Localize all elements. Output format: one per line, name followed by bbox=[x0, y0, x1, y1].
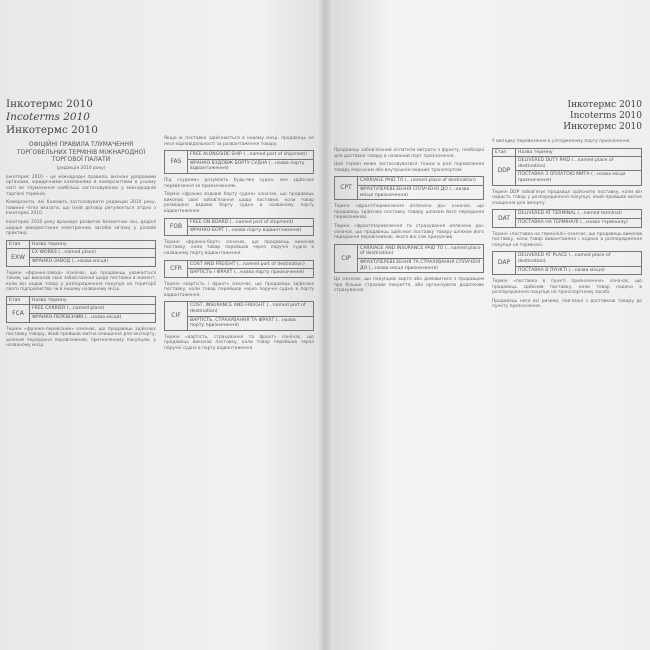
title-english: Incoterms 2010 bbox=[570, 111, 642, 121]
term-ukrainian: ФРАНКО-ЗАВОД (...назва місця) bbox=[30, 257, 156, 266]
term-table-ddp bbox=[492, 148, 642, 186]
term-table-cip bbox=[334, 244, 484, 273]
term-table-dat bbox=[492, 209, 642, 227]
term-code: CPT bbox=[335, 177, 358, 200]
left-page-title bbox=[6, 98, 156, 137]
term-code: DAT bbox=[493, 210, 516, 227]
term-code: CIF bbox=[165, 302, 188, 330]
paragraph: Під «судном» розуміють будь-яке судно, яке здійснює перевезення за призначенням. bbox=[164, 177, 314, 189]
paragraph: Комерсанти, які бажають застосовувати редакцію 2010 року, повинні чітко вказати, що їхній договір регулюється згідно з Інкотермс 2010. bbox=[6, 200, 156, 217]
term-ukrainian: ФРАХТ/ПЕРЕВЕЗЕННЯ ТА СТРАХУВАННЯ СПЛАЧЕНІ ДО (...назва місця призначення) bbox=[358, 258, 484, 272]
document-heading: ОФІЦІЙНІ ПРАВИЛА ТЛУМАЧЕННЯ ТОРГОВЕЛЬНИХ ТЕРМІНІВ МІЖНАРОДНОЇ ТОРГОВОЇ ПАЛАТИ bbox=[16, 141, 146, 164]
term-english: DELIVERED AT PLACE (...named place of destination) bbox=[516, 252, 642, 266]
right-page bbox=[326, 8, 646, 642]
paragraph: Термін «франко вздовж борту судна» означає, що продавець виконав своє зобов'язання щодо поставки, коли товар розміщено вздовж борту судна в названому порту відвантаження. bbox=[164, 192, 314, 214]
term-english: EX WORKS (...named place) bbox=[30, 249, 156, 258]
term-ukrainian: ВАРТІСТЬ І ФРАХТ (...назва порту призначення) bbox=[188, 269, 314, 278]
paragraph: Термін «фрахт/перевезення та страхування оплачено до» означає, що продавець здійснює поставку товару шляхом його передання перевізникові, якого він сам призначив. bbox=[334, 223, 484, 241]
term-ukrainian: ПОСТАВКА З ОПЛАТОЮ МИТА (...назва місця призначення) bbox=[516, 171, 642, 185]
title-russian: Инкотермс 2010 bbox=[563, 122, 642, 132]
term-english: FREE CARRIER (...named place) bbox=[30, 305, 156, 314]
term-table-fas bbox=[164, 150, 314, 174]
term-ukrainian: ПОСТАВКА НА ТЕРМІНАЛІ (...назва терміналу) bbox=[516, 218, 642, 227]
paragraph: Термін «поставка в пункті призначення» означає, що продавець здійснив поставку, коли товар надано в розпорядження покупця на транспортному засобі. bbox=[492, 279, 642, 296]
term-english: FREE ALONGSIDE SHIP (...named port of shipment) bbox=[188, 151, 314, 160]
term-table-cif bbox=[164, 301, 314, 330]
paragraph: Термін «вартість, страхування та фрахт» означає, що продавець виконав поставку, коли товар перейшов через поручні судна в порту відвантаження. bbox=[164, 334, 314, 352]
paragraph: Термін «фрахт/перевезення оплачено до» означає, що продавець здійснює поставку товару шляхом його передання перевізникові. bbox=[334, 204, 484, 221]
paragraph: Термін «поставка на терміналі» означає, що продавець виконав поставку, коли товар вивантажено і надано в розпорядження покупця на терміналі. bbox=[492, 231, 642, 248]
paragraph: Термін «франко-завод» означає, що продавець уважається таким, що виконав своє зобов'язання щодо поставки в момент, коли він надав товар у розпорядження покупця на території свого підприємства чи в іншому названому місці. bbox=[6, 270, 156, 293]
term-code: DAP bbox=[493, 252, 516, 275]
table-header-name: Назва терміну bbox=[516, 148, 642, 157]
term-code: DDP bbox=[493, 157, 516, 185]
right-column-1 bbox=[334, 8, 484, 642]
paragraph: Продавець зобов'язаний оплатити витрати з фрахту, необхідні для доставки товару в названий порт призначення. bbox=[334, 148, 484, 159]
left-column-2 bbox=[164, 8, 314, 642]
term-english: DELIVERED DUTY PAID (...named place of destination) bbox=[516, 157, 642, 171]
term-ukrainian: ФРАНКО-БОРТ (...назва порту відвантаження) bbox=[188, 227, 314, 236]
title-russian: Инкотермс 2010 bbox=[6, 124, 98, 136]
paragraph: У випадку перевезення в узгодженому порту призначення. bbox=[492, 139, 631, 144]
term-ukrainian: ПОСТАВКА В ПУНКТІ (...назва місця) bbox=[516, 266, 642, 275]
term-table-dap bbox=[492, 251, 642, 275]
paragraph: Продавець несе всі ризики, пов'язані з доставкою товару до пункту призначення. bbox=[492, 298, 642, 310]
term-table-cfr bbox=[164, 260, 314, 278]
table-header-name: Назва терміну bbox=[30, 240, 156, 249]
term-code: CFR bbox=[165, 260, 188, 277]
term-english: FREE ON BOARD (...named port of shipment) bbox=[188, 218, 314, 227]
table-header-code: Етап bbox=[7, 296, 30, 305]
title-english: Incoterms 2010 bbox=[6, 111, 90, 123]
intro-paragraph: Інкотермс 2010 – це міжнародні правила, визнані урядовими органами, юридичними компаніями й комерсантами в усьому світі як тлумачення найбільш застосовуваних у міжнародній торгівлі термінів. bbox=[6, 174, 156, 197]
term-ukrainian: ФРАНКО ВЗДОВЖ БОРТУ СУДНА (...назва порту відвантаження) bbox=[188, 159, 314, 173]
term-english: COST AND FREIGHT (...named port of destination) bbox=[188, 260, 314, 269]
term-code: CIP bbox=[335, 244, 358, 272]
table-header-code: Етап bbox=[493, 148, 516, 157]
term-english: COST, INSURANCE AND FREIGHT (...named port of destination) bbox=[188, 302, 314, 316]
paragraph: Термін «франко-борт» означає, що продавець виконав поставку, коли товар перейшов через поручні судна в названому порту відвантаження. bbox=[164, 239, 314, 256]
term-ukrainian: ВАРТІСТЬ, СТРАХУВАННЯ ТА ФРАХТ (...назва порту призначення) bbox=[188, 316, 314, 330]
term-code: FCA bbox=[7, 305, 30, 322]
paragraph: Інкотермс 2010 року враховує розвиток безмитних зон, дедалі ширше використання електронних засобів зв'язку у діловій практиці. bbox=[6, 219, 156, 237]
paragraph: Термін «вартість і фрахт» означає, що продавець здійснює поставку, коли товар перейшов через поручні судна в порту відвантаження. bbox=[164, 281, 314, 298]
term-code: FOB bbox=[165, 218, 188, 235]
term-ukrainian: ФРАНКО-ПЕРЕВІЗНИК (...назва місця) bbox=[30, 314, 156, 323]
term-english: CARRIAGE AND INSURANCE PAID TO (...named place of destination) bbox=[358, 244, 484, 258]
term-table-exw bbox=[6, 240, 156, 267]
right-column-2 bbox=[492, 8, 642, 642]
right-page-title bbox=[492, 100, 642, 133]
term-ukrainian: ФРАХТ/ПЕРЕВЕЗЕННЯ СПЛАЧЕНО ДО (...назва місця призначення) bbox=[358, 185, 484, 199]
term-code: EXW bbox=[7, 249, 30, 266]
term-table-fca bbox=[6, 296, 156, 323]
table-header-name: Назва терміну bbox=[30, 296, 156, 305]
paragraph: Цей термін може застосовуватися тільки в разі перевезення товару морським або внутрішнім водним транспортом. bbox=[334, 162, 484, 173]
paragraph: Термін DDP зобов'язує продавця здійснити поставку, коли він надасть товар у розпорядження покупця, який пройшов митне очищення для імпорту. bbox=[492, 189, 642, 206]
paragraph: Термін «франко-перевізник» означає, що продавець здійснює поставку товару, який пройшов митне очищення для експорту, шляхом передання перевізникові, призначеному покупцем, у названому місці. bbox=[6, 326, 156, 349]
document-subheading: (редакція 2010 року) bbox=[56, 165, 106, 171]
title-ukrainian: Інкотермс 2010 bbox=[567, 100, 642, 110]
term-code: FAS bbox=[165, 151, 188, 174]
term-english: DELIVERED AT TERMINAL (...named terminal) bbox=[516, 210, 642, 219]
left-column-1 bbox=[6, 8, 156, 642]
paragraph: Це означає, що покупцеві варто або домовитися з продавцем про більше страхове покриття, або організувати додаткове страхування. bbox=[334, 277, 484, 294]
term-table-cpt bbox=[334, 176, 484, 200]
left-page bbox=[4, 8, 322, 642]
term-english: CARRIAGE PAID TO (...named place of destination) bbox=[358, 177, 484, 186]
paragraph: Якщо ж поставка здійснюється в іншому місці, продавець не несе відповідальності за розвантаження товару. bbox=[164, 136, 314, 147]
table-header-code: Етап bbox=[7, 240, 30, 249]
title-ukrainian: Інкотермс 2010 bbox=[6, 98, 93, 110]
term-table-fob bbox=[164, 218, 314, 236]
